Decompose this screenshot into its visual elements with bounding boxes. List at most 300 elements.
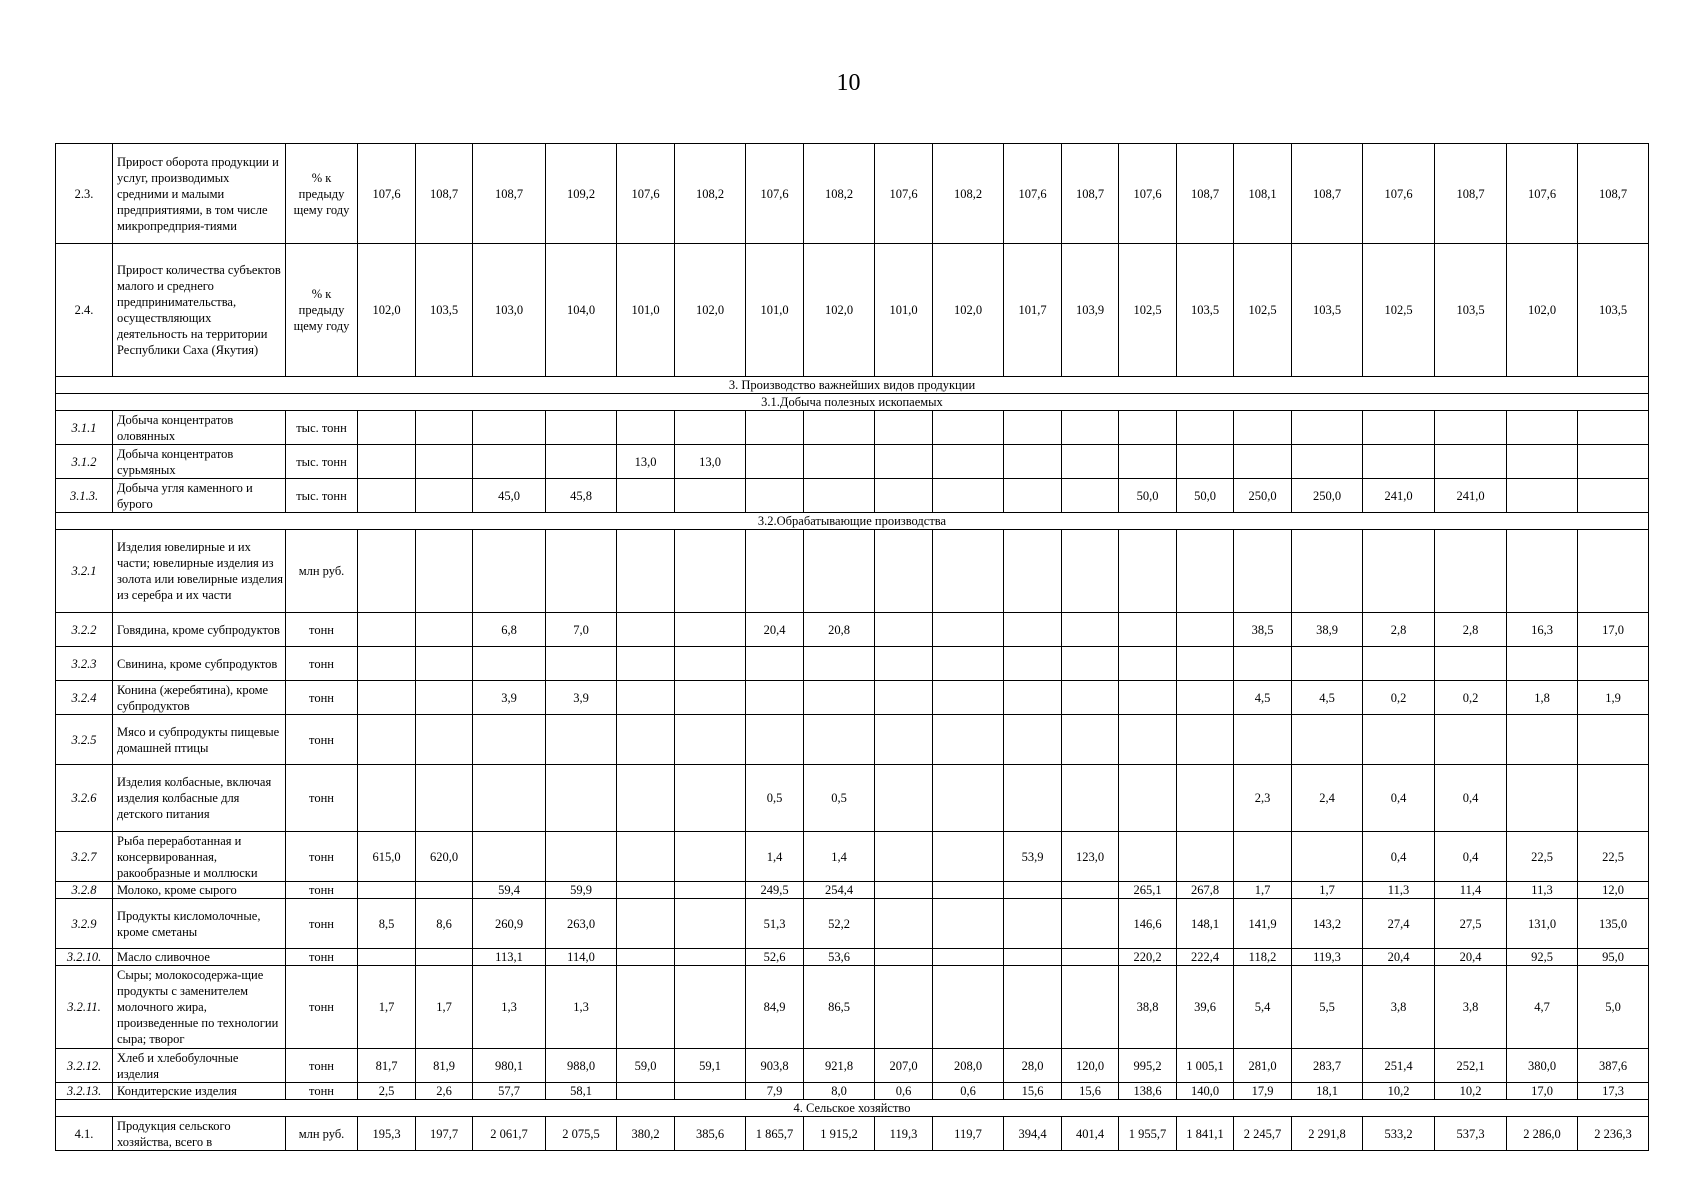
value-cell: 0,6 [875, 1083, 933, 1100]
value-cell [675, 1083, 746, 1100]
value-cell: 107,6 [1004, 144, 1062, 244]
indicator-name: Молоко, кроме сырого [113, 882, 286, 899]
value-cell [1578, 765, 1649, 832]
value-cell: 22,5 [1578, 832, 1649, 882]
value-cell [1119, 647, 1177, 681]
value-cell: 53,6 [804, 949, 875, 966]
value-cell: 107,6 [746, 144, 804, 244]
value-cell [1119, 681, 1177, 715]
value-cell: 148,1 [1177, 899, 1234, 949]
value-cell: 394,4 [1004, 1117, 1062, 1151]
value-cell: 2,8 [1435, 613, 1507, 647]
row-number: 2.4. [56, 244, 113, 377]
value-cell: 1,7 [416, 966, 473, 1049]
row-number: 3.2.1 [56, 530, 113, 613]
value-cell [1004, 445, 1062, 479]
row-number: 3.2.11. [56, 966, 113, 1049]
value-cell [358, 765, 416, 832]
value-cell: 52,2 [804, 899, 875, 949]
value-cell: 107,6 [875, 144, 933, 244]
value-cell: 108,7 [416, 144, 473, 244]
value-cell [1004, 949, 1062, 966]
value-cell: 107,6 [1507, 144, 1578, 244]
value-cell: 263,0 [546, 899, 617, 949]
row-number: 3.2.5 [56, 715, 113, 765]
value-cell: 92,5 [1507, 949, 1578, 966]
value-cell [617, 479, 675, 513]
indicator-name: Рыба переработанная и консервированная, ракообразные и моллюски [113, 832, 286, 882]
indicator-name: Добыча концентратов сурьмяных [113, 445, 286, 479]
value-cell [875, 899, 933, 949]
value-cell [1119, 832, 1177, 882]
value-cell: 17,0 [1578, 613, 1649, 647]
value-cell [933, 899, 1004, 949]
value-cell: 17,0 [1507, 1083, 1578, 1100]
indicator-name: Масло сливочное [113, 949, 286, 966]
value-cell: 22,5 [1507, 832, 1578, 882]
unit-cell: тонн [286, 832, 358, 882]
value-cell [1234, 530, 1292, 613]
value-cell [1507, 765, 1578, 832]
value-cell: 1,4 [804, 832, 875, 882]
value-cell: 107,6 [358, 144, 416, 244]
value-cell [1062, 949, 1119, 966]
value-cell [933, 445, 1004, 479]
value-cell [358, 949, 416, 966]
value-cell [1062, 445, 1119, 479]
row-number: 3.2.3 [56, 647, 113, 681]
table-row [56, 882, 1649, 899]
value-cell [617, 882, 675, 899]
value-cell [1292, 647, 1363, 681]
value-cell: 533,2 [1363, 1117, 1435, 1151]
table-row [56, 1049, 1649, 1083]
value-cell: 254,4 [804, 882, 875, 899]
section-header-row [56, 513, 1649, 530]
value-cell [675, 647, 746, 681]
value-cell: 113,1 [473, 949, 546, 966]
value-cell [1507, 411, 1578, 445]
value-cell [617, 765, 675, 832]
value-cell [675, 765, 746, 832]
value-cell [416, 530, 473, 613]
value-cell [358, 882, 416, 899]
unit-cell: тонн [286, 765, 358, 832]
value-cell [1292, 445, 1363, 479]
value-cell [1234, 411, 1292, 445]
value-cell: 103,5 [1578, 244, 1649, 377]
value-cell: 0,2 [1363, 681, 1435, 715]
value-cell [746, 411, 804, 445]
value-cell: 102,0 [358, 244, 416, 377]
value-cell [1177, 681, 1234, 715]
value-cell [1177, 647, 1234, 681]
value-cell [473, 647, 546, 681]
value-cell: 249,5 [746, 882, 804, 899]
value-cell [416, 765, 473, 832]
value-cell [875, 882, 933, 899]
indicator-name: Сыры; молокосодержа-щие продукты с заменителем молочного жира, произведенные по технологии сыра; творог [113, 966, 286, 1049]
value-cell: 195,3 [358, 1117, 416, 1151]
value-cell: 59,0 [617, 1049, 675, 1083]
row-number: 3.1.3. [56, 479, 113, 513]
value-cell [1004, 411, 1062, 445]
value-cell [875, 647, 933, 681]
value-cell: 101,0 [746, 244, 804, 377]
unit-cell: тонн [286, 966, 358, 1049]
value-cell: 102,5 [1363, 244, 1435, 377]
value-cell: 102,0 [804, 244, 875, 377]
value-cell [617, 949, 675, 966]
value-cell: 2,4 [1292, 765, 1363, 832]
value-cell: 108,7 [1435, 144, 1507, 244]
value-cell: 53,9 [1004, 832, 1062, 882]
value-cell [746, 479, 804, 513]
value-cell [1578, 411, 1649, 445]
value-cell: 101,7 [1004, 244, 1062, 377]
value-cell: 59,4 [473, 882, 546, 899]
value-cell [546, 445, 617, 479]
value-cell: 1,7 [1234, 882, 1292, 899]
value-cell: 1,4 [746, 832, 804, 882]
value-cell [617, 832, 675, 882]
value-cell: 222,4 [1177, 949, 1234, 966]
value-cell [546, 647, 617, 681]
value-cell: 1,7 [358, 966, 416, 1049]
value-cell [1119, 715, 1177, 765]
value-cell: 120,0 [1062, 1049, 1119, 1083]
unit-cell: млн руб. [286, 1117, 358, 1151]
value-cell [1363, 411, 1435, 445]
value-cell: 2,3 [1234, 765, 1292, 832]
value-cell: 250,0 [1234, 479, 1292, 513]
value-cell [416, 681, 473, 715]
value-cell [1062, 411, 1119, 445]
table-row [56, 244, 1649, 377]
value-cell: 1,9 [1578, 681, 1649, 715]
value-cell: 17,3 [1578, 1083, 1649, 1100]
value-cell [358, 479, 416, 513]
value-cell: 15,6 [1004, 1083, 1062, 1100]
value-cell: 104,0 [546, 244, 617, 377]
unit-cell: тонн [286, 613, 358, 647]
value-cell: 107,6 [1363, 144, 1435, 244]
value-cell [1234, 647, 1292, 681]
section-title: 4. Сельское хозяйство [56, 1100, 1649, 1117]
value-cell: 5,0 [1578, 966, 1649, 1049]
value-cell [933, 479, 1004, 513]
value-cell: 267,8 [1177, 882, 1234, 899]
value-cell: 401,4 [1062, 1117, 1119, 1151]
value-cell [933, 966, 1004, 1049]
value-cell: 615,0 [358, 832, 416, 882]
value-cell [675, 530, 746, 613]
value-cell [875, 715, 933, 765]
table-row [56, 144, 1649, 244]
value-cell [1507, 445, 1578, 479]
value-cell [875, 765, 933, 832]
value-cell: 980,1 [473, 1049, 546, 1083]
value-cell [473, 765, 546, 832]
value-cell: 2 245,7 [1234, 1117, 1292, 1151]
value-cell [1062, 647, 1119, 681]
value-cell [1119, 530, 1177, 613]
indicator-name: Хлеб и хлебобулочные изделия [113, 1049, 286, 1083]
value-cell: 143,2 [1292, 899, 1363, 949]
value-cell [875, 445, 933, 479]
value-cell: 11,4 [1435, 882, 1507, 899]
value-cell: 537,3 [1435, 1117, 1507, 1151]
value-cell [1292, 715, 1363, 765]
row-number: 3.2.13. [56, 1083, 113, 1100]
row-number: 3.2.10. [56, 949, 113, 966]
value-cell [473, 530, 546, 613]
value-cell [804, 479, 875, 513]
value-cell [617, 966, 675, 1049]
value-cell [473, 411, 546, 445]
value-cell [804, 715, 875, 765]
value-cell [875, 479, 933, 513]
value-cell [933, 832, 1004, 882]
value-cell: 281,0 [1234, 1049, 1292, 1083]
indicator-name: Мясо и субпродукты пищевые домашней птицы [113, 715, 286, 765]
value-cell: 241,0 [1363, 479, 1435, 513]
value-cell [675, 411, 746, 445]
value-cell [358, 613, 416, 647]
value-cell [933, 882, 1004, 899]
value-cell: 0,4 [1435, 832, 1507, 882]
value-cell: 220,2 [1119, 949, 1177, 966]
section-header-row [56, 377, 1649, 394]
value-cell [416, 647, 473, 681]
page-number: 10 [836, 70, 861, 96]
value-cell [1177, 613, 1234, 647]
value-cell: 7,0 [546, 613, 617, 647]
value-cell: 6,8 [473, 613, 546, 647]
value-cell [546, 411, 617, 445]
row-number: 3.2.2 [56, 613, 113, 647]
value-cell [416, 411, 473, 445]
value-cell [675, 613, 746, 647]
value-cell: 5,4 [1234, 966, 1292, 1049]
value-cell: 995,2 [1119, 1049, 1177, 1083]
value-cell [933, 715, 1004, 765]
value-cell [933, 647, 1004, 681]
indicator-name: Говядина, кроме субпродуктов [113, 613, 286, 647]
value-cell: 17,9 [1234, 1083, 1292, 1100]
value-cell [875, 832, 933, 882]
unit-cell: тонн [286, 882, 358, 899]
value-cell: 108,7 [473, 144, 546, 244]
value-cell [746, 530, 804, 613]
table-row [56, 765, 1649, 832]
value-cell: 0,5 [746, 765, 804, 832]
value-cell [1507, 647, 1578, 681]
value-cell: 28,0 [1004, 1049, 1062, 1083]
value-cell [1507, 715, 1578, 765]
value-cell: 114,0 [546, 949, 617, 966]
value-cell: 52,6 [746, 949, 804, 966]
row-number: 2.3. [56, 144, 113, 244]
value-cell: 103,0 [473, 244, 546, 377]
indicator-name: Добыча угля каменного и бурого [113, 479, 286, 513]
unit-cell: тонн [286, 899, 358, 949]
table-row [56, 681, 1649, 715]
value-cell [617, 681, 675, 715]
table-row [56, 647, 1649, 681]
section-title: 3.2.Обрабатывающие производства [56, 513, 1649, 530]
value-cell: 123,0 [1062, 832, 1119, 882]
value-cell: 146,6 [1119, 899, 1177, 949]
value-cell [1507, 530, 1578, 613]
value-cell: 8,5 [358, 899, 416, 949]
value-cell [617, 613, 675, 647]
indicator-name: Прирост оборота продукции и услуг, производимых средними и малыми предприятиями, в том числе микропредприя-тиями [113, 144, 286, 244]
value-cell [358, 647, 416, 681]
indicator-name: Свинина, кроме субпродуктов [113, 647, 286, 681]
value-cell: 50,0 [1119, 479, 1177, 513]
table-row [56, 899, 1649, 949]
value-cell [1062, 966, 1119, 1049]
value-cell: 2 075,5 [546, 1117, 617, 1151]
value-cell: 10,2 [1435, 1083, 1507, 1100]
value-cell: 103,9 [1062, 244, 1119, 377]
value-cell: 109,2 [546, 144, 617, 244]
value-cell: 20,4 [746, 613, 804, 647]
indicator-name: Продукция сельского хозяйства, всего в [113, 1117, 286, 1151]
unit-cell: тонн [286, 647, 358, 681]
value-cell: 103,5 [416, 244, 473, 377]
table-row [56, 715, 1649, 765]
row-number: 4.1. [56, 1117, 113, 1151]
value-cell: 38,5 [1234, 613, 1292, 647]
value-cell: 0,4 [1363, 832, 1435, 882]
value-cell [1004, 715, 1062, 765]
value-cell [1435, 530, 1507, 613]
value-cell: 1,3 [473, 966, 546, 1049]
value-cell: 4,5 [1292, 681, 1363, 715]
unit-cell: тыс. тонн [286, 479, 358, 513]
row-number: 3.1.2 [56, 445, 113, 479]
value-cell: 81,7 [358, 1049, 416, 1083]
value-cell: 380,2 [617, 1117, 675, 1151]
value-cell [1062, 681, 1119, 715]
value-cell [675, 681, 746, 715]
value-cell [1177, 445, 1234, 479]
value-cell: 385,6 [675, 1117, 746, 1151]
value-cell [804, 647, 875, 681]
value-cell: 102,0 [675, 244, 746, 377]
value-cell [1177, 832, 1234, 882]
value-cell: 50,0 [1177, 479, 1234, 513]
unit-cell: млн руб. [286, 530, 358, 613]
value-cell [1234, 445, 1292, 479]
row-number: 3.2.8 [56, 882, 113, 899]
row-number: 3.2.9 [56, 899, 113, 949]
value-cell: 108,2 [675, 144, 746, 244]
value-cell [1119, 411, 1177, 445]
value-cell [546, 715, 617, 765]
value-cell: 0,2 [1435, 681, 1507, 715]
value-cell [1177, 530, 1234, 613]
value-cell: 1 955,7 [1119, 1117, 1177, 1151]
value-cell [1062, 613, 1119, 647]
value-cell: 4,5 [1234, 681, 1292, 715]
value-cell: 0,4 [1363, 765, 1435, 832]
value-cell: 3,8 [1363, 966, 1435, 1049]
value-cell [675, 882, 746, 899]
value-cell: 58,1 [546, 1083, 617, 1100]
value-cell [933, 411, 1004, 445]
value-cell [1435, 715, 1507, 765]
indicator-name: Конина (жеребятина), кроме субпродуктов [113, 681, 286, 715]
value-cell: 0,4 [1435, 765, 1507, 832]
value-cell [358, 445, 416, 479]
value-cell [617, 899, 675, 949]
value-cell: 2 286,0 [1507, 1117, 1578, 1151]
value-cell: 45,0 [473, 479, 546, 513]
value-cell: 103,5 [1292, 244, 1363, 377]
value-cell [875, 681, 933, 715]
value-cell: 107,6 [617, 144, 675, 244]
unit-cell: тонн [286, 1049, 358, 1083]
value-cell [1507, 479, 1578, 513]
value-cell: 119,3 [875, 1117, 933, 1151]
value-cell [746, 445, 804, 479]
value-cell: 251,4 [1363, 1049, 1435, 1083]
value-cell: 102,0 [1507, 244, 1578, 377]
value-cell: 13,0 [675, 445, 746, 479]
value-cell: 45,8 [546, 479, 617, 513]
value-cell [675, 479, 746, 513]
value-cell [933, 613, 1004, 647]
value-cell [746, 715, 804, 765]
value-cell: 1,3 [546, 966, 617, 1049]
value-cell: 2,8 [1363, 613, 1435, 647]
value-cell [1578, 445, 1649, 479]
indicator-name: Изделия ювелирные и их части; ювелирные изделия из золота или ювелирные изделия из серебра и их части [113, 530, 286, 613]
indicator-name: Добыча концентратов оловянных [113, 411, 286, 445]
table-row [56, 949, 1649, 966]
value-cell: 102,5 [1234, 244, 1292, 377]
value-cell: 135,0 [1578, 899, 1649, 949]
value-cell [1578, 647, 1649, 681]
value-cell [1004, 765, 1062, 832]
value-cell: 140,0 [1177, 1083, 1234, 1100]
table-row [56, 530, 1649, 613]
value-cell [1578, 715, 1649, 765]
value-cell [416, 882, 473, 899]
value-cell [804, 445, 875, 479]
value-cell: 283,7 [1292, 1049, 1363, 1083]
value-cell: 2,5 [358, 1083, 416, 1100]
unit-cell: тыс. тонн [286, 411, 358, 445]
value-cell [617, 411, 675, 445]
value-cell [933, 530, 1004, 613]
value-cell: 119,3 [1292, 949, 1363, 966]
value-cell: 20,8 [804, 613, 875, 647]
value-cell: 207,0 [875, 1049, 933, 1083]
value-cell: 108,2 [933, 144, 1004, 244]
value-cell: 20,4 [1363, 949, 1435, 966]
value-cell: 108,7 [1292, 144, 1363, 244]
value-cell: 108,1 [1234, 144, 1292, 244]
value-cell [416, 479, 473, 513]
value-cell: 0,5 [804, 765, 875, 832]
row-number: 3.2.12. [56, 1049, 113, 1083]
value-cell: 101,0 [617, 244, 675, 377]
row-number: 3.2.4 [56, 681, 113, 715]
